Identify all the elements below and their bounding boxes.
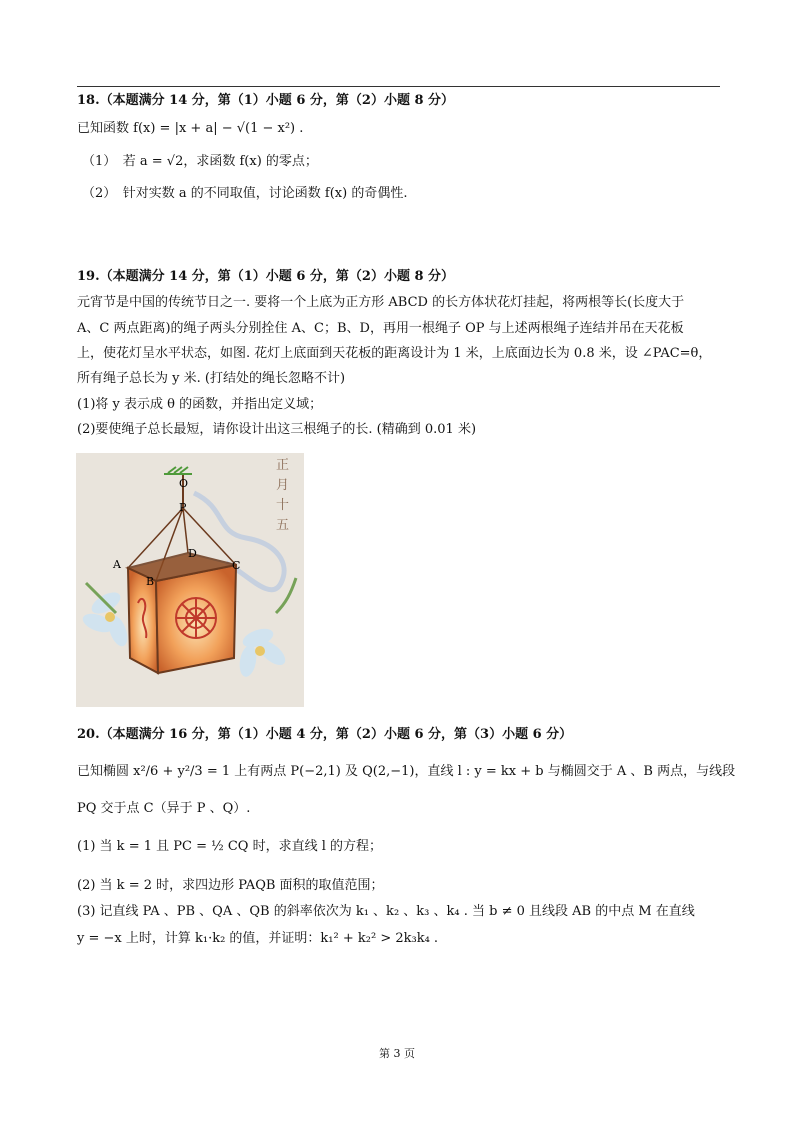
q19-line4: 所有绳子总长为 y 米. (打结处的绳长忽略不计): [77, 371, 346, 386]
q20-part1: (1) 当 k = 1 且 PC = ½ CQ 时，求直线 l 的方程；: [77, 839, 382, 854]
q19-line2: A、C 两点距离)的绳子两头分别拴住 A、C；B、D，再用一根绳子 OP 与上述两根绳子连结并吊在天花板: [77, 321, 684, 336]
lantern-svg: [76, 453, 304, 707]
lantern-figure: [76, 453, 304, 707]
q18-part1: （1） 若 a = √2，求函数 f(x) 的零点；: [82, 154, 318, 169]
q20-line2: PQ 交于点 C（异于 P 、Q）.: [77, 801, 251, 816]
q18-header: 18.（本题满分 14 分，第（1）小题 6 分，第（2）小题 8 分）: [77, 93, 455, 108]
svg-text:五: 五: [276, 518, 290, 533]
page-footer: 第 3 页: [379, 1047, 415, 1060]
flower-left: [80, 583, 131, 649]
side-calligraphy: [276, 458, 289, 533]
q19-line1: 元宵节是中国的传统节日之一. 要将一个上底为正方形 ABCD 的长方体状花灯挂起，将两根等长(长度大于: [77, 295, 685, 310]
label-p: P: [179, 501, 187, 514]
label-b: B: [146, 575, 155, 588]
label-d: D: [188, 547, 197, 560]
q19-header: 19.（本题满分 14 分，第（1）小题 6 分，第（2）小题 8 分）: [77, 269, 455, 284]
q20-header: 20.（本题满分 16 分，第（1）小题 4 分，第（2）小题 6 分，第（3）小题 6 分）: [77, 727, 573, 742]
q18-part2: （2） 针对实数 a 的不同取值，讨论函数 f(x) 的奇偶性.: [82, 186, 408, 201]
flower-right: [237, 578, 296, 678]
svg-text:十: 十: [276, 498, 290, 513]
q20-part2: (2) 当 k = 2 时，求四边形 PAQB 面积的取值范围；: [77, 878, 384, 893]
label-a: A: [113, 558, 121, 571]
ceiling-hatch: [168, 467, 188, 473]
svg-text:正: 正: [276, 458, 290, 473]
q19-part1: (1)将 y 表示成 θ 的函数，并指出定义域；: [77, 397, 323, 412]
q20-part3b: y = −x 上时，计算 k₁·k₂ 的值，并证明：k₁² + k₂² > 2k₃k₄ .: [77, 931, 439, 946]
label-o: O: [179, 477, 189, 490]
label-c: C: [232, 559, 241, 572]
q20-part3a: (3) 记直线 PA 、PB 、QA 、QB 的斜率依次为 k₁ 、k₂ 、k₃ 、k₄ . 当 b ≠ 0 且线段 AB 的中点 M 在直线: [77, 904, 695, 919]
q19-line3: 上，使花灯呈水平状态，如图. 花灯上底面到天花板的距离设计为 1 米，上底面边长为 0.8 米，设 ∠PAC=θ，: [77, 346, 712, 361]
q20-line1: 已知椭圆 x²/6 + y²/3 = 1 上有两点 P(−2,1) 及 Q(2,−1)，直线 l : y = kx + b 与椭圆交于 A 、B 两点，与线段: [77, 764, 736, 779]
svg-text:月: 月: [276, 478, 290, 493]
header-rule: [77, 86, 720, 87]
q18-stem: 已知函数 f(x) = |x + a| − √(1 − x²) .: [77, 121, 304, 136]
lantern-medallion: [176, 598, 216, 638]
q19-part2: (2)要使绳子总长最短，请你设计出这三根绳子的长. (精确到 0.01 米): [77, 422, 477, 437]
